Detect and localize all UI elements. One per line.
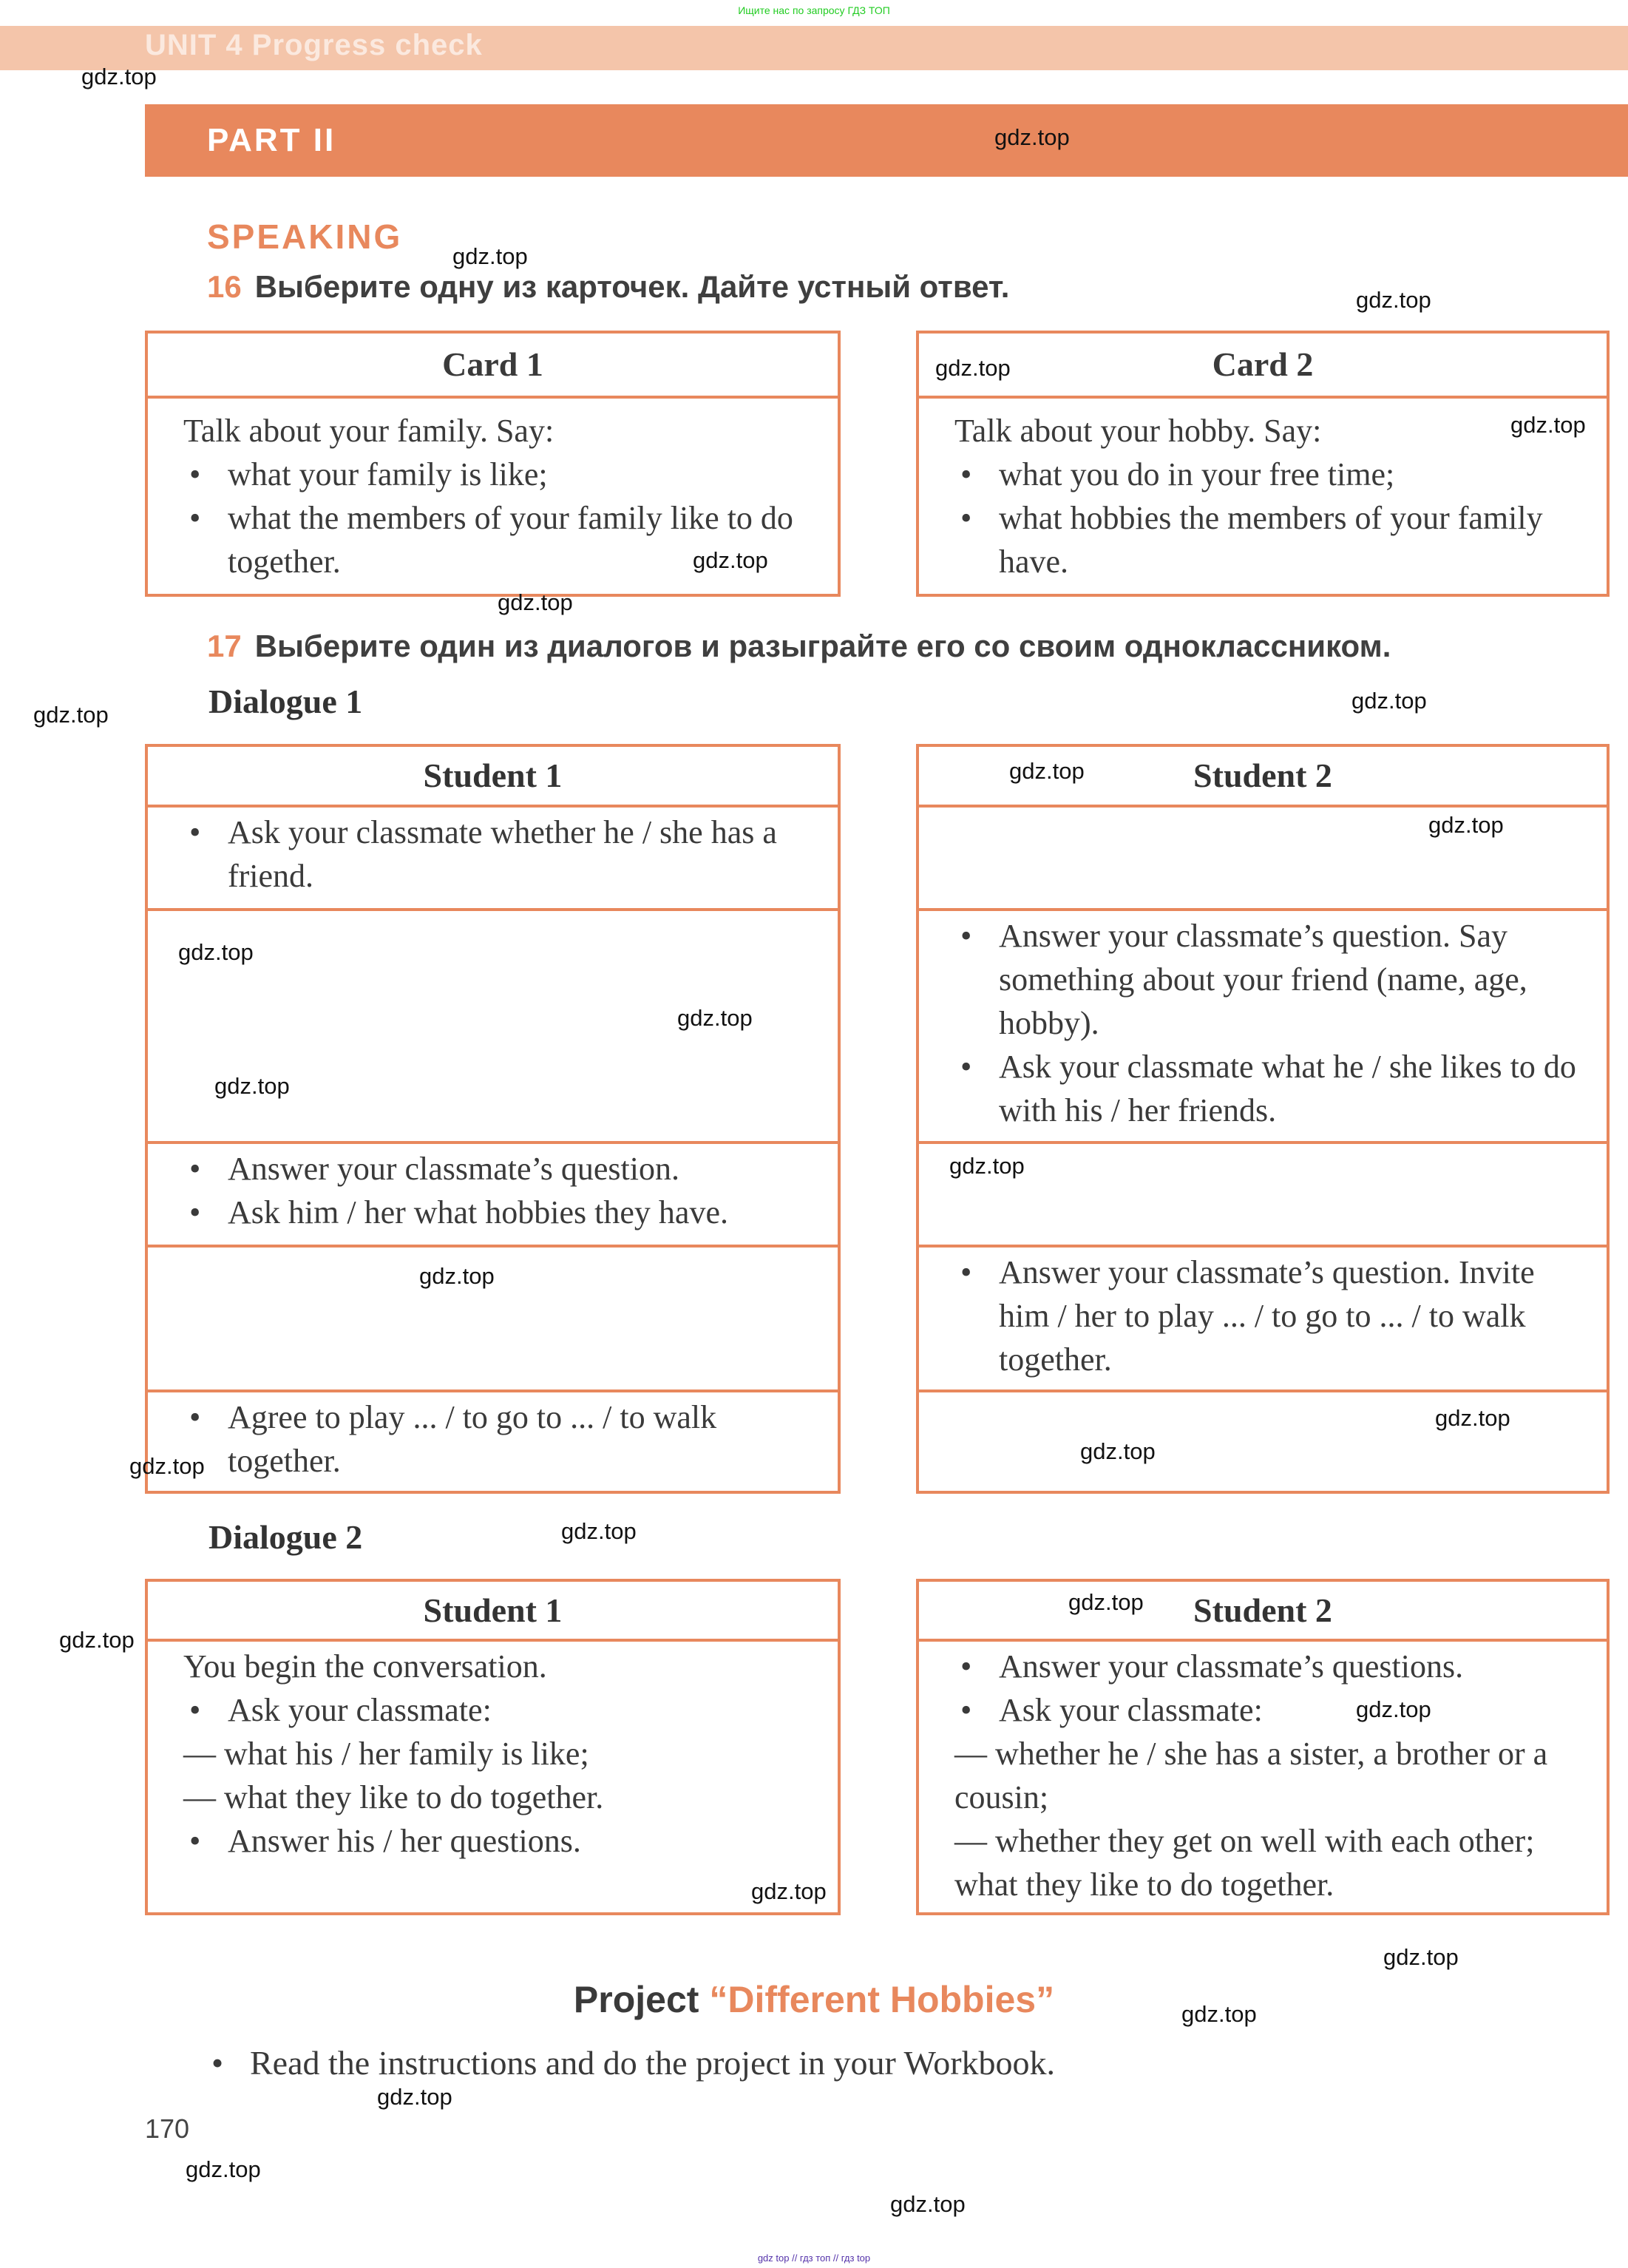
bullet: • Answer your classmate’s question. Invite him / her to play ... / to go to ... / to walk together. [954, 1250, 1592, 1381]
bullet: • Answer his / her questions. [183, 1819, 823, 1863]
watermark: gdz.top [1009, 758, 1085, 784]
card-bullet: • what hobbies the members of your family have. [954, 496, 1584, 583]
task-17 [207, 629, 1391, 664]
task-number: 17 [207, 629, 242, 663]
watermark: gdz.top [1356, 1696, 1431, 1722]
task-text: Выберите одну из карточек. Дайте устный ответ. [254, 269, 1010, 304]
bullet: • Ask him / her what hobbies they have. [183, 1191, 823, 1234]
bullet: • Answer your classmate’s question. Say something about your friend (name, age, hobby). [954, 914, 1592, 1045]
card-title: Card 2 [919, 334, 1607, 399]
bullet: • Ask your classmate: [183, 1688, 823, 1732]
unit-header: UNIT 4 Progress check [145, 29, 483, 61]
project-instruction [206, 2041, 1055, 2085]
watermark: gdz.top [1428, 812, 1504, 838]
card-intro: Talk about your family. Say: [183, 413, 554, 449]
student-1-row [145, 1389, 841, 1494]
watermark: gdz.top [677, 1005, 753, 1031]
bullet: • Agree to play ... / to go to ... / to walk together. [183, 1395, 823, 1483]
bullet: • Ask your classmate what he / she likes to do with his / her friends. [954, 1045, 1592, 1132]
watermark: gdz.top [1068, 1589, 1144, 1615]
student-2-row [916, 1245, 1610, 1392]
bullet: • Ask your classmate whether he / she has a friend. [183, 810, 823, 898]
student-1-cell [145, 1639, 841, 1915]
bullet: • Ask your classmate: [954, 1688, 1592, 1732]
card-bullet: • what your family is like; [183, 453, 815, 496]
part-title: PART II [207, 122, 336, 158]
student-1-row [145, 805, 841, 911]
watermark: gdz.top [1510, 412, 1586, 438]
watermark: gdz.top [498, 589, 573, 615]
dialogue-2-title: Dialogue 2 [208, 1518, 363, 1556]
student-1-header: Student 1 [145, 1579, 841, 1642]
watermark: gdz.top [377, 2084, 452, 2110]
student-1-row [145, 1141, 841, 1248]
dash-item: — what they like to do together. [183, 1779, 604, 1815]
student-2-header: Student 2 [916, 1579, 1610, 1642]
task-16 [207, 269, 1009, 305]
watermark: gdz.top [751, 1878, 827, 1904]
page-number: 170 [145, 2113, 190, 2144]
student-1-header: Student 1 [145, 744, 841, 808]
dash-item: — whether they get on well with each other; what they like to do together. [954, 1823, 1535, 1903]
watermark: gdz.top [1435, 1405, 1510, 1431]
watermark: gdz.top [59, 1627, 135, 1653]
card-2 [916, 331, 1610, 597]
watermark: gdz.top [994, 124, 1070, 150]
dialogue-1-title: Dialogue 1 [208, 683, 363, 720]
watermark: gdz.top [1080, 1438, 1156, 1464]
watermark: gdz.top [935, 355, 1011, 381]
card-bullet: • what you do in your free time; [954, 453, 1584, 496]
student-2-row [916, 805, 1610, 911]
card-intro: Talk about your hobby. Say: [954, 413, 1322, 449]
card-bullet: • what the members of your family like to do together. [183, 496, 815, 583]
dash-item: — whether he / she has a sister, a brother or a cousin; [954, 1736, 1548, 1815]
student-2-cell [916, 1639, 1610, 1915]
watermark: gdz.top [33, 702, 109, 728]
project-name: “Different Hobbies” [709, 1979, 1055, 2020]
top-note: Ищите нас по запросу ГДЗ ТОП [738, 4, 890, 16]
intro: You begin the conversation. [183, 1648, 547, 1685]
watermark: gdz.top [419, 1263, 495, 1289]
project-label: Project [573, 1979, 699, 2020]
dash-item: — what his / her family is like; [183, 1736, 589, 1772]
part-bar [145, 104, 1628, 177]
footer-note: gdz top // гдз топ // гдз top [757, 2252, 871, 2264]
watermark: gdz.top [129, 1453, 205, 1479]
watermark: gdz.top [890, 2191, 966, 2217]
watermark: gdz.top [561, 1518, 637, 1544]
task-text: Выберите один из диалогов и разыграйте его со своим одноклассником. [254, 629, 1391, 663]
watermark: gdz.top [949, 1153, 1025, 1179]
watermark: gdz.top [452, 243, 528, 269]
unit-header-band [0, 26, 1628, 70]
watermark: gdz.top [186, 2156, 261, 2182]
section-title: SPEAKING [207, 217, 403, 256]
watermark: gdz.top [1356, 287, 1431, 313]
bullet: • Read the instructions and do the project in your Workbook. [206, 2041, 1055, 2085]
project-title [0, 1978, 1628, 2021]
student-2-row [916, 908, 1610, 1144]
bullet: • Answer your classmate’s question. [183, 1147, 823, 1191]
watermark: gdz.top [81, 64, 157, 89]
watermark: gdz.top [178, 939, 254, 965]
student-2-header: Student 2 [916, 744, 1610, 808]
task-number: 16 [207, 269, 242, 304]
watermark: gdz.top [1383, 1944, 1459, 1970]
watermark: gdz.top [1181, 2001, 1257, 2027]
bullet: • Answer your classmate’s questions. [954, 1645, 1592, 1688]
watermark: gdz.top [1351, 688, 1427, 714]
card-title: Card 1 [148, 334, 838, 399]
watermark: gdz.top [693, 547, 768, 573]
watermark: gdz.top [214, 1073, 290, 1099]
